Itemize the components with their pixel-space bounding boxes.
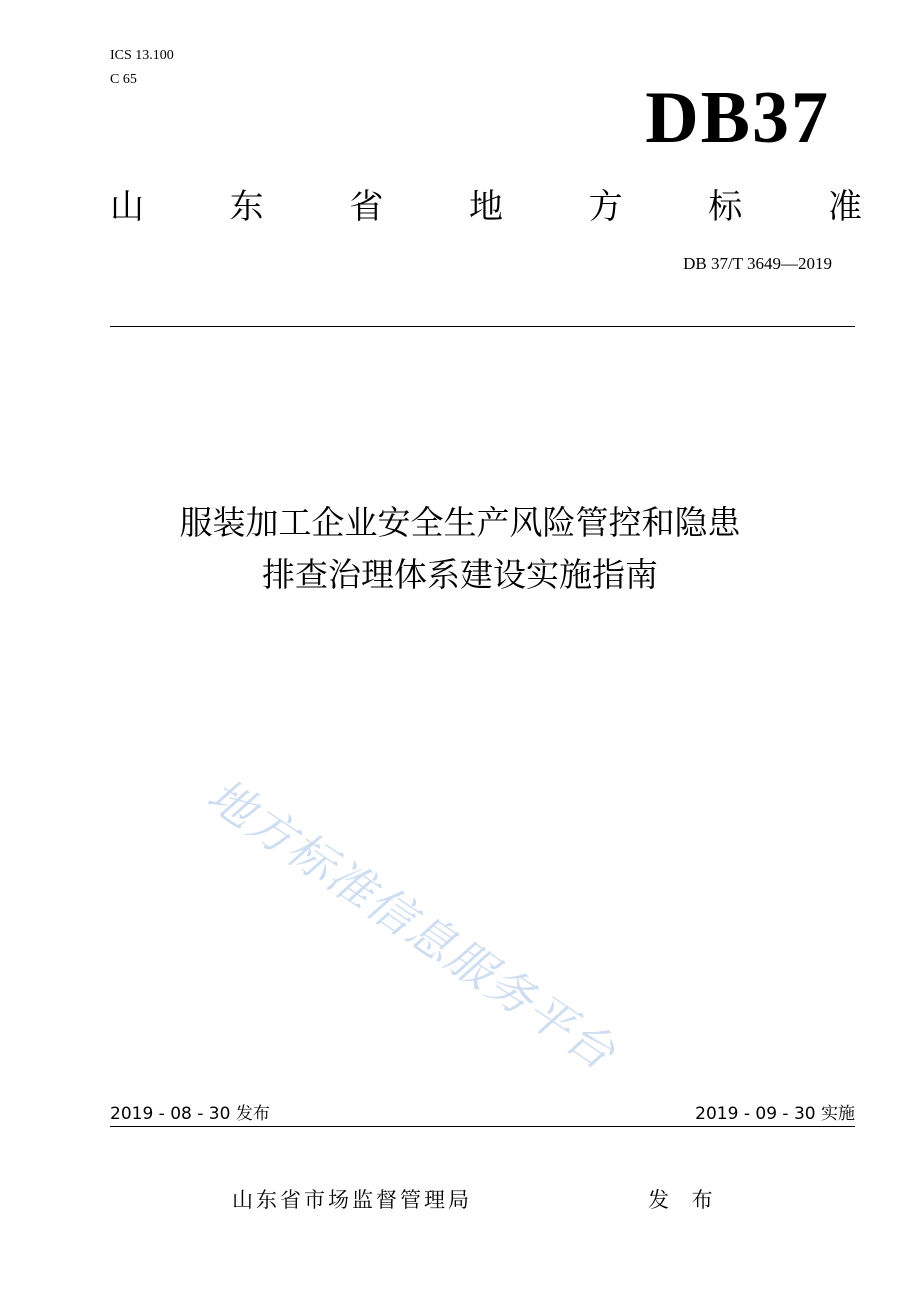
standard-type-char: 准	[827, 186, 862, 227]
header-divider	[110, 326, 855, 327]
standard-type-char: 方	[588, 186, 623, 227]
title-line-2: 排查治理体系建设实施指南	[262, 555, 658, 594]
standard-type-char: 标	[708, 186, 743, 227]
standard-number: DB 37/T 3649—2019	[683, 254, 832, 273]
standard-type	[110, 180, 862, 226]
standard-type-char: 山	[110, 186, 144, 227]
standard-type-char: 省	[349, 186, 384, 227]
watermark: 地方标准信息服务平台	[197, 767, 626, 1081]
ccs-code: C 65	[110, 72, 137, 87]
standard-type-char: 东	[229, 186, 264, 227]
title-line-1: 服装加工企业安全生产风险管控和隐患	[179, 503, 741, 542]
standard-code-logo: DB37	[645, 77, 830, 159]
footer-divider	[110, 1126, 855, 1127]
implementation-date: 2019 - 09 - 30 实施	[695, 1104, 855, 1124]
standard-type-char: 地	[468, 186, 503, 227]
ics-code: ICS 13.100	[110, 48, 174, 63]
document-title	[60, 497, 860, 601]
publisher: 山东省市场监督管理局	[232, 1188, 472, 1212]
publish-label: 发 布	[648, 1188, 721, 1212]
issue-date: 2019 - 08 - 30 发布	[110, 1104, 270, 1124]
